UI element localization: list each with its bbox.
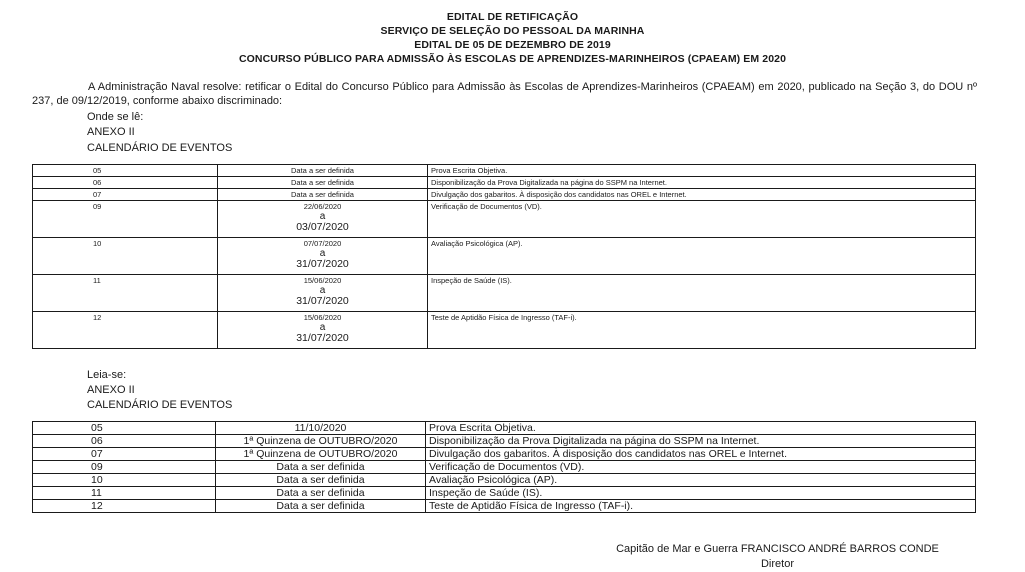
event-description: Verificação de Documentos (VD). <box>426 461 976 474</box>
date-separator: a <box>319 248 326 259</box>
event-date: Data a ser definida <box>216 474 426 487</box>
event-number: 11 <box>33 487 216 500</box>
event-description: Avaliação Psicológica (AP). <box>428 238 976 275</box>
table-row <box>33 177 976 189</box>
event-number: 06 <box>33 177 218 189</box>
event-number: 07 <box>33 189 218 201</box>
event-number: 12 <box>33 312 218 349</box>
table-row <box>33 500 976 513</box>
date-end: 03/07/2020 <box>296 221 349 233</box>
leia-calendar: CALENDÁRIO DE EVENTOS <box>87 399 233 411</box>
table-row <box>33 474 976 487</box>
event-number: 11 <box>33 275 218 312</box>
event-date-range <box>218 275 428 312</box>
event-number: 06 <box>33 435 216 448</box>
date-separator: a <box>319 322 326 333</box>
table-row <box>33 201 976 238</box>
event-description: Disponibilização da Prova Digitalizada na página do SSPM na Internet. <box>428 177 976 189</box>
event-number: 07 <box>33 448 216 461</box>
date-separator: a <box>319 285 326 296</box>
signature-title: Diretor <box>760 558 794 570</box>
event-date: Data a ser definida <box>218 165 428 177</box>
doc-title: EDITAL DE RETIFICAÇÃO <box>446 11 579 23</box>
date-end: 31/07/2020 <box>296 332 349 344</box>
event-description: Divulgação dos gabaritos. À disposição dos candidatos nas OREL e Internet. <box>426 448 976 461</box>
table-row <box>33 448 976 461</box>
event-date: 1ª Quinzena de OUTUBRO/2020 <box>216 448 426 461</box>
doc-edital-date: EDITAL DE 05 DE DEZEMBRO DE 2019 <box>414 39 611 51</box>
event-description: Disponibilização da Prova Digitalizada na página do SSPM na Internet. <box>426 435 976 448</box>
event-description: Inspeção de Saúde (IS). <box>428 275 976 312</box>
event-number: 09 <box>33 461 216 474</box>
event-date: Data a ser definida <box>218 177 428 189</box>
table-row <box>33 189 976 201</box>
event-date: Data a ser definida <box>216 500 426 513</box>
date-start: 22/06/2020 <box>303 202 342 211</box>
event-description: Divulgação dos gabaritos. À disposição dos candidatos nas OREL e Internet. <box>428 189 976 201</box>
date-start: 15/06/2020 <box>303 313 342 322</box>
event-number: 05 <box>33 165 218 177</box>
event-description: Teste de Aptidão Física de Ingresso (TAF-i). <box>428 312 976 349</box>
event-number: 10 <box>33 474 216 487</box>
event-date-range <box>218 312 428 349</box>
onde-events-table <box>32 164 976 349</box>
table-row <box>33 435 976 448</box>
doc-org: SERVIÇO DE SELEÇÃO DO PESSOAL DA MARINHA <box>380 25 645 37</box>
event-description: Verificação de Documentos (VD). <box>428 201 976 238</box>
leia-label: Leia-se: <box>87 369 127 381</box>
event-date: 11/10/2020 <box>216 422 426 435</box>
event-number: 09 <box>33 201 218 238</box>
onde-calendar: CALENDÁRIO DE EVENTOS <box>87 142 233 154</box>
event-date: 1ª Quinzena de OUTUBRO/2020 <box>216 435 426 448</box>
leia-annex: ANEXO II <box>87 384 135 396</box>
event-date: Data a ser definida <box>216 461 426 474</box>
event-date-range <box>218 238 428 275</box>
intro-paragraph: A Administração Naval resolve: retificar o Edital do Concurso Público para Admissão às Escolas de Aprendizes-Marinheiros (CPAEAM) em 2020, publicado na Seção 3, do DOU nº 237, de 09/12/2019, conforme abaixo discriminado: <box>32 81 977 107</box>
event-description: Teste de Aptidão Física de Ingresso (TAF-i). <box>426 500 976 513</box>
event-number: 10 <box>33 238 218 275</box>
event-description: Inspeção de Saúde (IS). <box>426 487 976 500</box>
table-row <box>33 275 976 312</box>
event-description: Prova Escrita Objetiva. <box>428 165 976 177</box>
date-end: 31/07/2020 <box>296 295 349 307</box>
event-description: Avaliação Psicológica (AP). <box>426 474 976 487</box>
event-number: 12 <box>33 500 216 513</box>
onde-label: Onde se lê: <box>87 111 144 123</box>
doc-concurso: CONCURSO PÚBLICO PARA ADMISSÃO ÀS ESCOLAS DE APRENDIZES-MARINHEIROS (CPAEAM) EM 2020 <box>238 53 787 65</box>
table-row <box>33 461 976 474</box>
date-start: 15/06/2020 <box>303 276 342 285</box>
table-row <box>33 238 976 275</box>
date-end: 31/07/2020 <box>296 258 349 270</box>
leia-events-table <box>32 421 976 513</box>
date-separator: a <box>319 211 326 222</box>
event-description: Prova Escrita Objetiva. <box>426 422 976 435</box>
event-number: 05 <box>33 422 216 435</box>
date-start: 07/07/2020 <box>303 239 342 248</box>
onde-annex: ANEXO II <box>87 126 135 138</box>
table-row <box>33 312 976 349</box>
signature-name: Capitão de Mar e Guerra FRANCISCO ANDRÉ BARROS CONDE <box>616 543 939 555</box>
event-date-range <box>218 201 428 238</box>
table-row <box>33 487 976 500</box>
event-date: Data a ser definida <box>216 487 426 500</box>
event-date: Data a ser definida <box>218 189 428 201</box>
table-row <box>33 165 976 177</box>
table-row <box>33 422 976 435</box>
